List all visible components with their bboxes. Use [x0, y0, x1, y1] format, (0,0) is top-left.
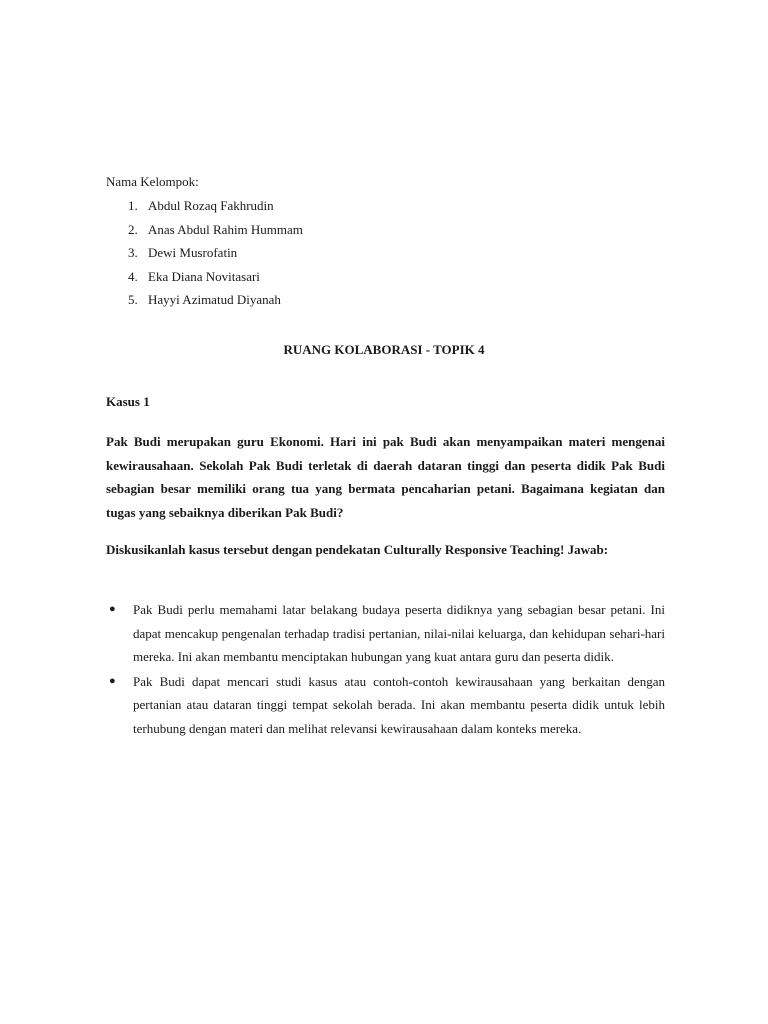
member-name: Anas Abdul Rahim Hummam	[148, 221, 303, 237]
answer-item	[106, 598, 665, 669]
answer-list	[106, 598, 665, 741]
bullet-icon: ●	[109, 603, 116, 615]
member-number: 3.	[128, 245, 138, 260]
member-item	[106, 292, 303, 316]
member-number: 1.	[128, 198, 138, 213]
member-item	[106, 198, 303, 222]
member-number: 4.	[128, 268, 138, 284]
member-item	[106, 269, 303, 293]
member-number: 5.	[128, 292, 138, 307]
discussion-prompt: Diskusikanlah kasus tersebut dengan pendekatan Culturally Responsive Teaching! Jawab:	[106, 542, 609, 557]
member-list	[106, 198, 303, 316]
group-label: Nama Kelompok:	[106, 174, 199, 189]
answer-text: Pak Budi dapat mencari studi kasus atau contoh-contoh kewirausahaan yang berkaitan dengan pertanian atau dataran tinggi tempat sekolah berada. Ini akan membantu peserta didik untuk lebih terhubung dengan materi dan melihat relevansi kewirausahaan dalam konteks mereka.	[133, 673, 665, 736]
member-name: Dewi Musrofatin	[148, 245, 238, 260]
case-title: Kasus 1	[106, 394, 150, 409]
member-name: Eka Diana Novitasari	[148, 268, 260, 284]
answer-text: Pak Budi perlu memahami latar belakang budaya peserta didiknya yang sebagian besar petani. Ini dapat mencakup pengenalan terhadap tradisi pertanian, nilai-nilai keluarga, dan kehidupan sehari-hari mereka. Ini akan membantu menciptakan hubungan yang kuat antara guru dan peserta didik.	[133, 602, 665, 664]
member-item	[106, 222, 303, 246]
member-name: Hayyi Azimatud Diyanah	[148, 292, 281, 307]
bullet-icon: ●	[109, 674, 116, 687]
answer-item	[106, 670, 665, 741]
member-item	[106, 245, 303, 269]
topic-title: RUANG KOLABORASI - TOPIK 4	[283, 342, 485, 357]
member-number: 2.	[128, 221, 138, 237]
case-description: Pak Budi merupakan guru Ekonomi. Hari ini pak Budi akan menyampaikan materi mengenai kewirausahaan. Sekolah Pak Budi terletak di daerah dataran tinggi dan peserta didik Pak Budi sebagian besar memiliki orang tua yang bermata pencaharian petani. Bagaimana kegiatan dan tugas yang sebaiknya diberikan Pak Budi?	[106, 434, 665, 520]
member-name: Abdul Rozaq Fakhrudin	[148, 198, 274, 213]
